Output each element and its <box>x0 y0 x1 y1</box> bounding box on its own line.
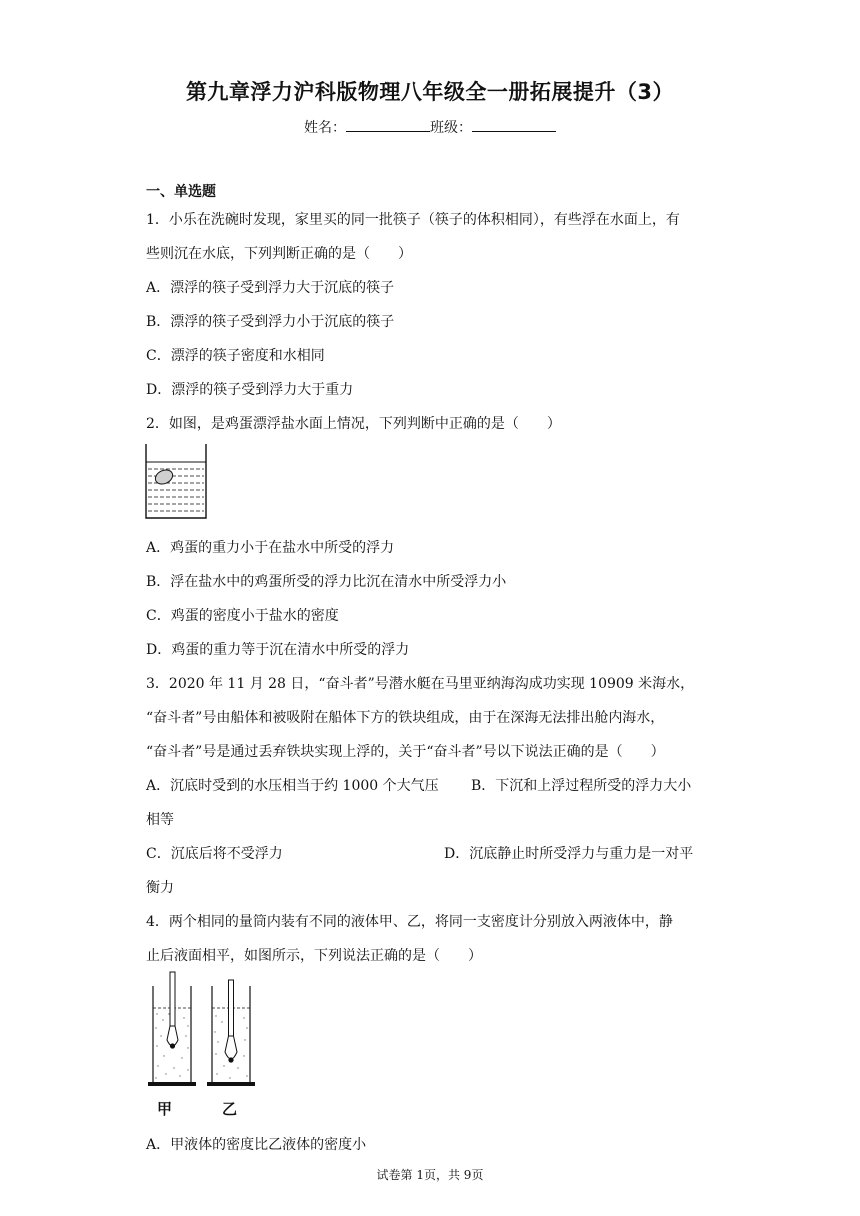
q3-option-b: B．下沉和上浮过程所受的浮力大小 <box>471 778 692 794</box>
beaker-outline <box>146 444 206 518</box>
class-blank <box>472 119 556 132</box>
section-title: 一、单选题 <box>146 184 216 200</box>
q2-option-a: A．鸡蛋的重力小于在盐水中所受的浮力 <box>146 540 395 556</box>
name-class-line <box>0 117 860 137</box>
q3-stem-line-2: “奋斗者”号由船体和被吸附在船体下方的铁块组成，由于在深海无法排出舱内海水， <box>146 710 665 726</box>
cylinder-yi <box>207 980 255 1086</box>
q4-option-a: A．甲液体的密度比乙液体的密度小 <box>146 1137 367 1153</box>
q2-option-d: D．鸡蛋的重力等于沉在清水中所受的浮力 <box>146 642 410 658</box>
q3-option-d-cont: 衡力 <box>146 880 174 896</box>
hydrometer-figure <box>144 970 264 1094</box>
page-title: 第九章浮力沪科版物理八年级全一册拓展提升（3） <box>185 80 675 104</box>
name-blank <box>346 119 430 132</box>
class-label: 班级： <box>430 120 472 136</box>
q3-option-c: C．沉底后将不受浮力 <box>146 846 283 862</box>
q3-option-d: D．沉底静止时所受浮力与重力是一对平 <box>444 846 694 862</box>
q3-option-a: A．沉底时受到的水压相当于约 1000 个大气压 <box>146 778 439 794</box>
q2-option-c: C．鸡蛋的密度小于盐水的密度 <box>146 608 339 624</box>
name-label: 姓名： <box>304 120 346 136</box>
cylinder-jia <box>148 972 196 1086</box>
q2-option-b: B．浮在盐水中的鸡蛋所受的浮力比沉在清水中所受浮力小 <box>146 574 507 590</box>
egg-beaker-figure <box>144 442 210 522</box>
q1-option-a: A．漂浮的筷子受到浮力大于沉底的筷子 <box>146 280 395 296</box>
q1-stem-line-1: 1．小乐在洗碗时发现，家里买的同一批筷子（筷子的体积相同），有些浮在水面上，有 <box>146 212 680 228</box>
q3-stem-line-1: 3．2020 年 11 月 28 日，“奋斗者”号潜水艇在马里亚纳海沟成功实现 10909 米海水， <box>146 676 695 692</box>
q1-option-d: D．漂浮的筷子受到浮力大于重力 <box>146 382 354 398</box>
label-yi: 乙 <box>222 1100 238 1118</box>
q4-stem-line-2: 止后液面相平，如图所示，下列说法正确的是（ ） <box>146 948 482 964</box>
q1-option-c: C．漂浮的筷子密度和水相同 <box>146 348 325 364</box>
q4-stem-line-1: 4．两个相同的量筒内装有不同的液体甲、乙，将同一支密度计分别放入两液体中，静 <box>146 914 673 930</box>
label-jia: 甲 <box>157 1100 173 1118</box>
q3-stem-line-3: “奋斗者”号是通过丢弃铁块实现上浮的，关于“奋斗者”号以下说法正确的是（ ） <box>146 744 665 760</box>
egg <box>153 467 175 486</box>
q1-option-b: B．漂浮的筷子受到浮力小于沉底的筷子 <box>146 314 395 330</box>
page-footer: 试卷第 1页，共 9页 <box>376 1168 484 1182</box>
q3-option-b-cont: 相等 <box>146 812 174 828</box>
q2-stem-line-1: 2．如图，是鸡蛋漂浮盐水面上情况，下列判断中正确的是（ ） <box>146 416 561 432</box>
q1-stem-line-2: 些则沉在水底，下列判断正确的是（ ） <box>146 246 412 262</box>
